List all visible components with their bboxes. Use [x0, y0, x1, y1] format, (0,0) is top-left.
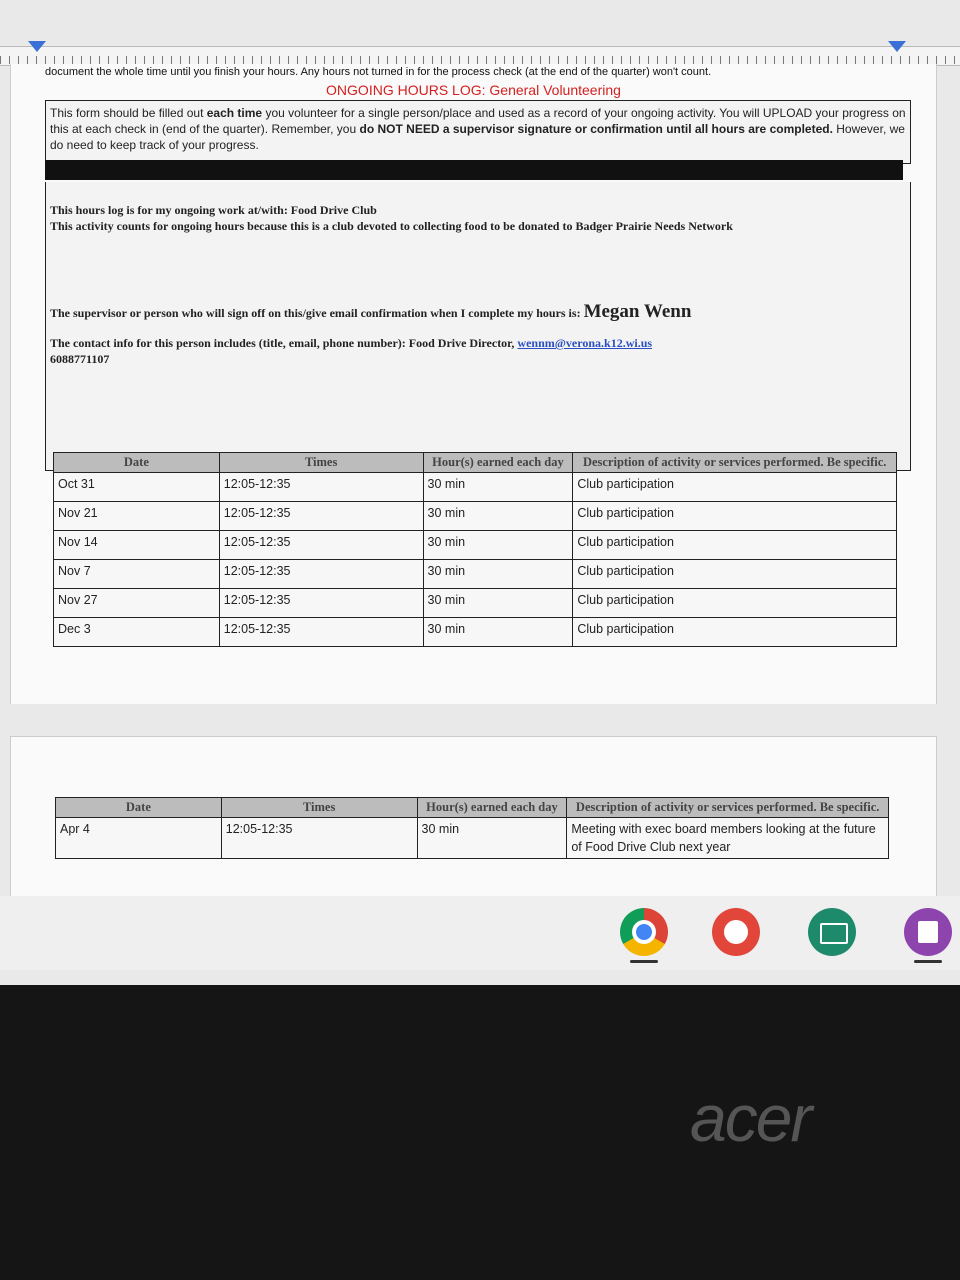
hours-cell[interactable]: 30 min [423, 589, 573, 618]
description-cell[interactable]: Club participation [573, 560, 897, 589]
chrome-icon[interactable] [620, 908, 668, 956]
instructions-bold-1: each time [206, 106, 263, 120]
description-cell[interactable]: Club participation [573, 589, 897, 618]
table-header-row [56, 798, 889, 818]
table-row [54, 560, 897, 589]
header-date: Date [54, 453, 220, 473]
instructions-bold-2: do NOT NEED a supervisor signature or confirmation until all hours are completed. [359, 122, 833, 136]
notes-active-indicator [914, 960, 942, 963]
info-box [45, 182, 911, 471]
chrome-active-indicator [630, 960, 658, 963]
table-row [54, 589, 897, 618]
activity-line: This activity counts for ongoing hours because this is a club devoted to collecting food to be donated to Badger Prairie Needs Network [50, 219, 733, 233]
document-page[interactable] [10, 64, 937, 704]
laptop-brand-logo: acer [690, 1081, 811, 1155]
contact-label: The contact info for this person includes (title, email, phone number): Food Drive Director, [50, 336, 515, 350]
hours-cell[interactable]: 30 min [423, 618, 573, 647]
chromeos-shelf [0, 896, 960, 970]
header-times: Times [219, 453, 423, 473]
times-cell[interactable]: 12:05-12:35 [219, 473, 423, 502]
table-row [54, 473, 897, 502]
header-description: Description of activity or services performed. Be specific. [567, 798, 889, 818]
table-row [54, 618, 897, 647]
description-cell[interactable]: Club participation [573, 502, 897, 531]
table-row [54, 531, 897, 560]
description-cell[interactable]: Club participation [573, 473, 897, 502]
classroom-icon[interactable] [808, 908, 856, 956]
ruler[interactable] [0, 46, 960, 66]
document-page-2[interactable] [10, 736, 937, 898]
times-cell[interactable]: 12:05-12:35 [219, 502, 423, 531]
hours-cell[interactable]: 30 min [423, 560, 573, 589]
table-row [54, 502, 897, 531]
intro-line: document the whole time until you finish your hours. Any hours not turned in for the process check (at the end of the quarter) won't count. [45, 66, 712, 78]
hours-table-2 [55, 797, 889, 859]
times-cell[interactable]: 12:05-12:35 [219, 618, 423, 647]
document-title: ONGOING HOURS LOG: General Volunteering [326, 82, 621, 98]
contact-phone: 6088771107 [50, 352, 110, 366]
times-cell[interactable]: 12:05-12:35 [219, 589, 423, 618]
header-hours: Hour(s) earned each day [417, 798, 567, 818]
work-line: This hours log is for my ongoing work at/with: Food Drive Club [50, 203, 377, 217]
palette-icon[interactable] [712, 908, 760, 956]
right-indent-marker[interactable] [888, 41, 906, 52]
description-cell[interactable]: Meeting with exec board members looking at the future of Food Drive Club next year [567, 818, 889, 859]
table-row [56, 818, 889, 859]
notes-icon[interactable] [904, 908, 952, 956]
hours-cell[interactable]: 30 min [417, 818, 567, 859]
date-cell[interactable]: Dec 3 [54, 618, 220, 647]
header-hours: Hour(s) earned each day [423, 453, 573, 473]
table-header-row [54, 453, 897, 473]
times-cell[interactable]: 12:05-12:35 [219, 531, 423, 560]
date-cell[interactable]: Nov 14 [54, 531, 220, 560]
times-cell[interactable]: 12:05-12:35 [219, 560, 423, 589]
hours-cell[interactable]: 30 min [423, 502, 573, 531]
instructions-text-2: you volunteer for a single person/place and used as a record of your ongoing activity. You will UPLOAD your progress on this at each check in (end of the quarter). Remember, you [50, 106, 906, 136]
date-cell[interactable]: Nov 21 [54, 502, 220, 531]
date-cell[interactable]: Apr 4 [56, 818, 222, 859]
description-cell[interactable]: Club participation [573, 618, 897, 647]
header-times: Times [221, 798, 417, 818]
times-cell[interactable]: 12:05-12:35 [221, 818, 417, 859]
hours-table [53, 452, 897, 647]
divider-bar [45, 160, 903, 180]
description-cell[interactable]: Club participation [573, 531, 897, 560]
contact-email-link[interactable]: wennm@verona.k12.wi.us [517, 336, 653, 350]
supervisor-name: Megan Wenn [583, 301, 692, 322]
date-cell[interactable]: Nov 27 [54, 589, 220, 618]
hours-cell[interactable]: 30 min [423, 531, 573, 560]
date-cell[interactable]: Oct 31 [54, 473, 220, 502]
supervisor-label: The supervisor or person who will sign off on this/give email confirmation when I complete my hours is: [50, 306, 581, 320]
instructions-box [45, 100, 911, 164]
instructions-text-1: This form should be filled out [50, 106, 207, 120]
header-description: Description of activity or services performed. Be specific. [573, 453, 897, 473]
header-date: Date [56, 798, 222, 818]
hours-cell[interactable]: 30 min [423, 473, 573, 502]
instructions-text-3: However, we do need to keep track of your progress. [50, 122, 905, 152]
left-indent-marker[interactable] [28, 41, 46, 52]
date-cell[interactable]: Nov 7 [54, 560, 220, 589]
